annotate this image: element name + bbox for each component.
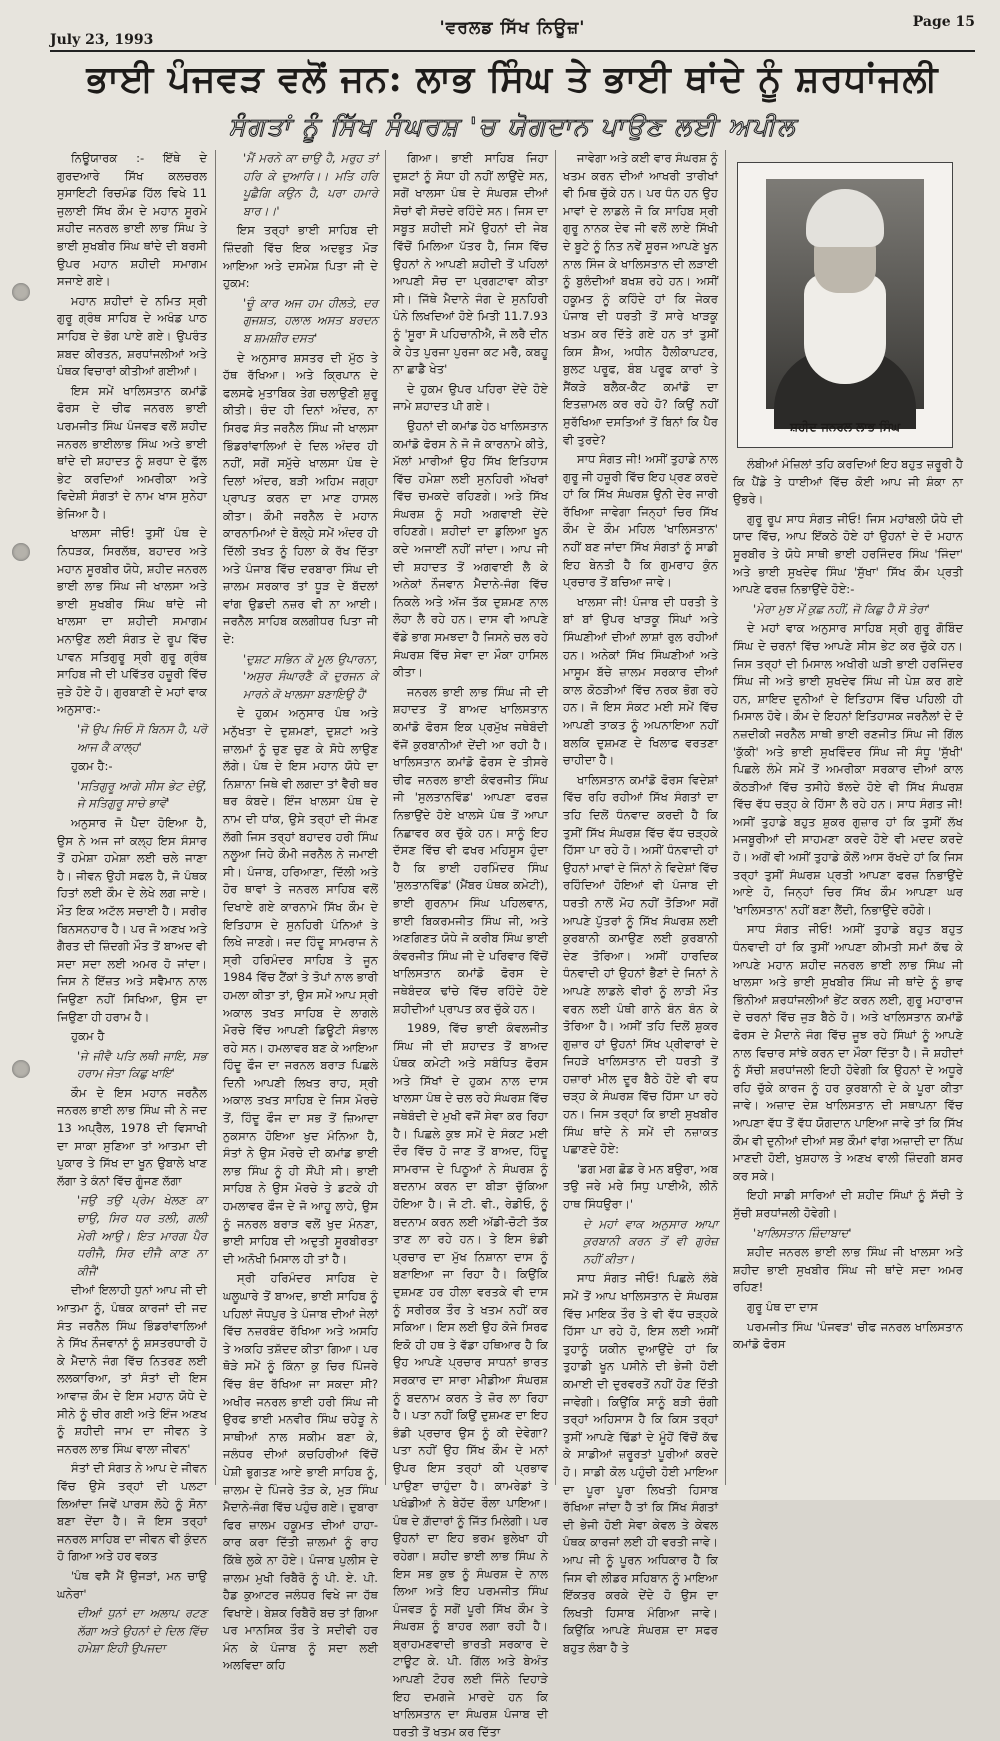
issue-date: July 23, 1993: [50, 32, 154, 48]
paragraph: ਉਹਨਾਂ ਦੀ ਕਮਾਂਡ ਹੇਠ ਖਾਲਿਸਤਾਨ ਕਮਾਂਡੋ ਫੋਰਸ ਨੇ ਜੋ ਜੋ ਕਾਰਨਾਮੇ ਕੀਤੇ, ਮੱਲਾਂ ਮਾਰੀਆਂ ਉਹ ਸਿੱਖ ਇਤਿਹਾਸ ਵਿੱਚ ਹਮੇਸ਼ਾ ਲਈ ਸੁਨਹਿਰੀ ਅੱਖਰਾਂ ਵਿੱਚ ਚਮਕਦੇ ਰਹਿਣਗੇ। ਅਤੇ ਸਿੱਖ ਸੰਘਰਸ਼ ਨੂੰ ਸਹੀ ਅਗਵਾਈ ਦੇਂਦੇ ਰਹਿਣਗੇ। ਸ਼ਹੀਦਾਂ ਦਾ ਡੁਲਿਆ ਖੂਨ ਕਦੇ ਅਜਾਈਂ ਨਹੀਂ ਜਾਂਦਾ। ਆਪ ਜੀ ਦੀ ਸ਼ਹਾਦਤ ਤੋਂ ਅਗਵਾਈ ਲੈ ਕੇ ਅਨੇਕਾਂ ਨੌਜਵਾਨ ਮੈਦਾਨੇ-ਜੰਗ ਵਿੱਚ ਨਿਕਲੇ ਅਤੇ ਅੱਜ ਤੱਕ ਦੁਸ਼ਮਣ ਨਾਲ ਲੋਹਾ ਲੈ ਰਹੇ ਹਨ। ਦਾਸ ਵੀ ਆਪਣੇ ਵੱਡੇ ਭਾਗ ਸਮਝਦਾ ਹੈ ਜਿਸਨੇ ਚਲ ਰਹੇ ਸੰਘਰਸ਼ ਵਿੱਚ ਸੇਵਾ ਦਾ ਮੌਕਾ ਹਾਸਿਲ ਕੀਤਾ।: [393, 418, 548, 680]
paragraph: ਲੰਬੀਆਂ ਮੰਜ਼ਿਲਾਂ ਤਹਿ ਕਰਦਿਆਂ ਇਹ ਬਹੁਤ ਜ਼ਰੂਰੀ ਹੈ ਕਿ ਪੈਂਡੇ ਤੇ ਧਾਈਆਂ ਵਿੱਚ ਕੋਈ ਆਪ ਜੀ ਸ਼ੰਕਾ ਨਾ ਉਭਰੇ।: [733, 457, 963, 507]
paragraph: ਹੁਕਮ ਹੈ:-: [71, 759, 113, 774]
portrait-photo: [766, 179, 924, 409]
paragraph: ਗੁਰੂ ਪੰਥ ਦਾ ਦਾਸ: [747, 1299, 818, 1314]
paragraph: 'ਮੈਂ ਮਰਨੇ ਕਾ ਚਾਉ ਹੈ, ਮਰੁਹ ਤਾਂ ਹਰਿ ਕੇ ਦੁਆਰਿ।। ਮਤਿ ਹਰਿ ਪੂਛੈਗਿ ਕਉਨ ਹੈ, ਪਰਾ ਹਮਾਰੇ ਬਾਰ।।': [243, 151, 378, 218]
paragraph: ਸ਼ਹੀਦ ਜਨਰਲ ਭਾਈ ਲਾਭ ਸਿੰਘ ਜੀ ਖਾਲਸਾ ਅਤੇ ਸ਼ਹੀਦ ਭਾਈ ਸੁਖਬੀਰ ਸਿੰਘ ਜੀ ਥਾਂਦੇ ਸਦਾ ਅਮਰ ਰਹਿਣ!: [733, 1245, 963, 1295]
paragraph: ਦੇ ਮਹਾਂ ਵਾਕ ਅਨੁਸਾਰ ਆਪਾ ਕੁਰਬਾਨੀ ਕਰਨ ਤੋਂ ਵੀ ਗੁਰੇਜ਼ ਨਹੀਂ ਕੀਤਾ।: [583, 1216, 718, 1266]
paragraph: ਸਾਧ ਸੰਗਤ ਜੀ! ਅਸੀਂ ਤੁਹਾਡੇ ਨਾਲ ਗੁਰੂ ਜੀ ਹਜ਼ੂਰੀ ਵਿੱਚ ਇਹ ਪ੍ਰਣ ਕਰਦੇ ਹਾਂ ਕਿ ਸਿੱਖ ਸੰਘਰਸ਼ ਉਨੀ ਦੇਰ ਜਾਰੀ ਰੱਖਿਆ ਜਾਵੇਗਾ ਜਿਨ੍ਹਾਂ ਚਿਰ ਸਿੱਖ ਕੌਮ ਦੇ ਕੌਮ ਮਹਿਲ 'ਖਾਲਿਸਤਾਨ' ਨਹੀਂ ਬਣ ਜਾਂਦਾ ਸਿੱਖ ਸੰਗਤਾਂ ਨੂੰ ਸਾਡੀ ਇਹ ਬੇਨਤੀ ਹੈ ਕਿ ਗੁਮਰਾਹ ਕੁੰਨ ਪ੍ਰਚਾਰ ਤੋਂ ਬਚਿਆ ਜਾਵੇ।: [563, 452, 718, 590]
paragraph: ਇਹੀ ਸਾਡੀ ਸਾਰਿਆਂ ਦੀ ਸ਼ਹੀਦ ਸਿੰਘਾਂ ਨੂੰ ਸੱਚੀ ਤੇ ਸੁੱਚੀ ਸ਼ਰਧਾਂਜਲੀ ਹੋਵੇਗੀ।: [733, 1188, 963, 1220]
paragraph: 'ਚੂੰ ਕਾਰ ਅਜ ਹਮ ਹੀਲਤੇ, ਦਰ ਗੁਜਸ਼ਤ, ਹਲਾਲ ਅਸਤ ਬਰਦਨ ਬ ਸ਼ਮਸ਼ੀਰ ਦਸਤ': [243, 295, 378, 345]
paragraph: 'ਪੰਥ ਵਸੈ ਮੈਂ ਉਜੜਾਂ, ਮਨ ਚਾਉ ਘਨੇਰਾ': [57, 1568, 207, 1601]
punch-hole: [12, 283, 30, 301]
paragraph: ਜਾਵੇਗਾ ਅਤੇ ਕਈ ਵਾਰ ਸੰਘਰਸ਼ ਨੂੰ ਖਤਮ ਕਰਨ ਦੀਆਂ ਆਖਰੀ ਤਾਰੀਖਾਂ ਵੀ ਮਿਥ ਚੁੱਕੇ ਹਨ। ਪਰ ਧੰਨ ਹਨ ਉਹ ਮਾਵਾਂ ਦੇ ਲਾਡਲੇ ਜੋ ਕਿ ਸਾਹਿਬ ਸ੍ਰੀ ਗੁਰੂ ਨਾਨਕ ਦੇਵ ਜੀ ਵਲੋਂ ਲਾਏ ਸਿੱਖੀ ਦੇ ਬੂਟੇ ਨੂੰ ਨਿਤ ਨਵੇਂ ਸੂਰਜ ਆਪਣੇ ਖੂਨ ਨਾਲ ਸਿੰਜ ਕੇ ਖਾਲਿਸਤਾਨ ਦੀ ਲੜਾਈ ਨੂੰ ਬੁਲੰਦੀਆਂ ਬਖਸ਼ ਰਹੇ ਹਨ। ਅਸੀਂ ਹਕੂਮਤ ਨੂੰ ਕਹਿੰਦੇ ਹਾਂ ਕਿ ਜੇਕਰ ਪੰਜਾਬ ਦੀ ਧਰਤੀ ਤੋਂ ਸਾਰੇ ਖਾੜਕੂ ਖਤਮ ਕਰ ਦਿੱਤੇ ਗਏ ਹਨ ਤਾਂ ਤੁਸੀਂ ਕਿਸ ਸ਼ੈਅ, ਅਧੀਨ ਹੈਲੀਕਾਪਟਰ, ਬੁਲਟ ਪਰੂਫ, ਬੰਬ ਪਰੂਫ ਕਾਰਾਂ ਤੇ ਸੈਂਕੜੇ ਬਲੈਕ-ਕੈਟ ਕਮਾਂਡੋ ਦਾ ਇਤਜ਼ਾਮਲ ਕਰ ਰਹੇ ਹੋ? ਕਿਉਂ ਨਹੀਂ ਸੁਰੱਖਿਆ ਦਸਤਿਆਂ ਤੋਂ ਬਿਨਾਂ ਕਿ ਪੈਰ ਵੀ ਤੁਰਦੇ?: [563, 151, 718, 447]
paragraph: 'ਦੁਸ਼ਟ ਸਭਿਨ ਕੋ ਮੂਲ ਉਪਾਰਨਾ, 'ਅਸੁਰ ਸੰਘਾਰਣੈ ਕੋ ਦੁਰਜਨ ਕੇ ਮਾਰਨੇ ਕੋ ਖਾਲਸਾ ਬਣਾਇਉ ਹੈ': [243, 651, 378, 701]
paragraph: 'ਜੇ ਜੀਵੈ ਪਤਿ ਲਥੀ ਜਾਇ, ਸਭ ਹਰਾਮ ਜੇਤਾ ਕਿਛੁ ਖਾਇ': [77, 1048, 207, 1081]
paragraph: ਦੇ ਹੁਕਮ ਉਪਰ ਪਹਿਰਾ ਦੇਂਦੇ ਹੋਏ ਜਾਮੇ ਸ਼ਹਾਦਤ ਪੀ ਗਏ।: [393, 381, 548, 414]
paragraph: ਖਾਲਸਾ ਜੀ! ਪੰਜਾਬ ਦੀ ਧਰਤੀ ਤੇ ਬਾਂ ਬਾਂ ਉਪਰ ਖਾੜਕੂ ਸਿੰਘਾਂ ਅਤੇ ਸਿੰਘਣੀਆਂ ਦੀਆਂ ਲਾਸ਼ਾਂ ਰੁਲ ਰਹੀਆਂ ਹਨ। ਅਨੇਕਾਂ ਸਿੱਖ ਸਿੰਘਣੀਆਂ ਅਤੇ ਮਾਸੂਮ ਬੱਚੇ ਜ਼ਾਲਮ ਸਰਕਾਰ ਦੀਆਂ ਕਾਲ ਕੋਠੜੀਆਂ ਵਿੱਚ ਨਰਕ ਭੋਗ ਰਹੇ ਹਨ। ਜੋ ਇਸ ਸੰਕਟ ਮਈ ਸਮੇਂ ਵਿੱਚ ਆਪਣੀ ਤਾਕਤ ਨੂੰ ਅਪਨਾਇਆ ਨਹੀਂ ਬਲਕਿ ਦੁਸ਼ਮਣ ਦੇ ਖਿਲਾਫ ਵਰਤਣਾ ਚਾਹੀਦਾ ਹੈ।: [563, 594, 718, 768]
paragraph: ਖਾਲਸਾ ਜੀਓ! ਤੁਸੀਂ ਪੰਥ ਦੇ ਨਿਧੜਕ, ਸਿਰਲੱਥ, ਬਹਾਦਰ ਅਤੇ ਮਹਾਨ ਸੂਰਬੀਰ ਯੋਧੇ, ਸ਼ਹੀਦ ਜਨਰਲ ਭਾਈ ਲਾਭ ਸਿੰਘ ਜੀ ਖਾਲਸਾ ਅਤੇ ਭਾਈ ਸੁਖਬੀਰ ਸਿੰਘ ਥਾਂਦੇ ਜੀ ਖਾਲਸਾ ਦਾ ਸ਼ਹੀਦੀ ਸਮਾਗਮ ਮਨਾਉਣ ਲਈ ਸੰਗਤ ਦੇ ਰੂਪ ਵਿੱਚ ਪਾਵਨ ਸਤਿਗੁਰੂ ਸ੍ਰੀ ਗੁਰੂ ਗ੍ਰੰਥ ਸਾਹਿਬ ਜੀ ਦੀ ਪਵਿੱਤਰ ਹਜ਼ੂਰੀ ਵਿੱਚ ਜੁੜੇ ਹੋਏ ਹੋ। ਗੁਰਬਾਣੀ ਦੇ ਮਹਾਂ ਵਾਕ ਅਨੁਸਾਰ:-: [57, 526, 207, 717]
paragraph: ਨਿਊਯਾਰਕ :- ਇੱਥੇ ਦੇ ਗੁਰਦਆਰੇ ਸਿੱਖ ਕਲਚਰਲ ਸੁਸਾਇਟੀ ਰਿਚਮੰਡ ਹਿੱਲ ਵਿਖੇ 11 ਜੁਲਾਈ ਸਿੱਖ ਕੌਮ ਦੇ ਮਹਾਨ ਸੂਰਮੇ ਸ਼ਹੀਦ ਜਨਰਲ ਭਾਈ ਲਾਭ ਸਿੰਘ ਤੇ ਭਾਈ ਸੁਖਬੀਰ ਸਿੰਘ ਥਾਂਦੇ ਦੀ ਬਰਸੀ ਉਪਰ ਮਹਾਨ ਸ਼ਹੀਦੀ ਸਮਾਗਮ ਸਜਾਏ ਗਏ।: [57, 151, 207, 289]
paragraph: ਜਨਰਲ ਭਾਈ ਲਾਭ ਸਿੰਘ ਜੀ ਦੀ ਸ਼ਹਾਦਤ ਤੋਂ ਬਾਅਦ ਖਾਲਿਸਤਾਨ ਕਮਾਂਡੋ ਫੋਰਸ ਇਕ ਪ੍ਰਮੁੱਖ ਜਥੇਬੰਦੀ ਵੱਜੋਂ ਕੁਰਬਾਨੀਆਂ ਦੇਂਦੀ ਆ ਰਹੀ ਹੈ। ਖਾਲਿਸਤਾਨ ਕਮਾਂਡੋ ਫੋਰਸ ਦੇ ਤੀਸਰੇ ਚੀਫ ਜਨਰਲ ਭਾਈ ਕੰਵਰਜੀਤ ਸਿੰਘ ਜੀ 'ਸੁਲਤਾਨਵਿੰਡ' ਆਪਣਾ ਫਰਜ਼ ਨਿਭਾਉਂਦੇ ਹੋਏ ਖਾਲਸੇ ਪੰਥ ਤੋਂ ਆਪਾ ਨਿਛਾਵਰ ਕਰ ਚੁੱਕੇ ਹਨ। ਸਾਨੂੰ ਇਹ ਦੱਸਣ ਵਿੱਚ ਵੀ ਫਖਰ ਮਹਿਸੂਸ ਹੁੰਦਾ ਹੈ ਕਿ ਭਾਈ ਹਰਮਿੰਦਰ ਸਿੰਘ 'ਸੁਲਤਾਨਵਿੰਡ' (ਮੈਂਬਰ ਪੰਥਕ ਕਮੇਟੀ), ਭਾਈ ਗੁਰਨਾਮ ਸਿੰਘ ਪਹਿਲਵਾਨ, ਭਾਈ ਬਿਕਰਮਜੀਤ ਸਿੰਘ ਜੀ, ਅਤੇ ਅਣਗਿਣਤ ਯੋਧੇ ਜੋ ਕਰੀਬ ਸਿੰਘ ਭਾਈ ਕੰਵਰਜੀਤ ਸਿੰਘ ਜੀ ਦੇ ਪਰਿਵਾਰ ਵਿੱਚੋਂ ਖਾਲਿਸਤਾਨ ਕਮਾਂਡੋ ਫੋਰਸ ਦੇ ਜਥੇਬੰਦਕ ਢਾਂਚੇ ਵਿੱਚ ਰਹਿੰਦੇ ਹੋਏ ਸ਼ਹੀਦੀਆਂ ਪ੍ਰਾਪਤ ਕਰ ਚੁੱਕੇ ਹਨ।: [393, 684, 548, 1016]
paragraph: ਪਰਮਜੀਤ ਸਿੰਘ 'ਪੰਜਵੜ' ਚੀਫ ਜਨਰਲ ਖਾਲਿਸਤਾਨ ਕਮਾਂਡੋ ਫੋਰਸ: [733, 1319, 963, 1352]
paragraph: ਸ੍ਰੀ ਹਰਿਮੰਦਰ ਸਾਹਿਬ ਦੇ ਘਲੂਘਾਰੇ ਤੋਂ ਬਾਅਦ, ਭਾਈ ਸਾਹਿਬ ਨੂੰ ਪਹਿਲਾਂ ਜੋਧਪੁਰ ਤੇ ਪੰਜਾਬ ਦੀਆਂ ਜੇਲਾਂ ਵਿੱਚ ਨਜ਼ਰਬੰਦ ਰੱਖਿਆ ਅਤੇ ਅਸਹਿ ਤੇ ਅਕਹਿ ਤਸ਼ੱਦਦ ਕੀਤਾ ਗਿਆ। ਪਰ ਥੋੜੇ ਸਮੇਂ ਨੂੰ ਕਿੰਨਾ ਕੁ ਚਿਰ ਪਿੰਜਰੇ ਵਿੱਚ ਬੰਦ ਰੱਖਿਆ ਜਾ ਸਕਦਾ ਸੀ? ਅਖੀਰ ਜਨਰਲ ਭਾਈ ਹਰੀ ਸਿੰਘ ਜੀ ਉਰਫ ਭਾਈ ਮਨਵੀਰ ਸਿੰਘ ਚਹੇੜੂ ਨੇ ਸਾਥੀਆਂ ਨਾਲ ਸਕੀਮ ਬਣਾ ਕੇ, ਜਲੰਧਰ ਦੀਆਂ ਕਚਹਿਰੀਆਂ ਵਿੱਚੋਂ ਪੇਸ਼ੀ ਭੁਗਤਣ ਆਏ ਭਾਈ ਸਾਹਿਬ ਨੂੰ, ਜ਼ਾਲਮ ਦੇ ਪਿੰਜਰੇ ਤੋੜ ਕੇ, ਮੁੜ ਸਿੰਘ ਮੈਦਾਨੇ-ਜੰਗ ਵਿੱਚ ਪਹੁੰਚ ਗਏ। ਦੁਬਾਰਾ ਫਿਰ ਜ਼ਾਲਮ ਹਕੂਮਤ ਦੀਆਂ ਹਾਹਾ-ਕਾਰ ਕਰਾ ਦਿੱਤੀ ਜ਼ਾਲਮਾਂ ਨੂੰ ਰਾਹ ਕਿੱਥੇ ਲੁਕੇ ਨਾ ਹੋਏ। ਪੰਜਾਬ ਪੁਲੀਸ ਦੇ ਜ਼ਾਲਮ ਮੁਖੀ ਰਿਬੈਰੋ ਨੂੰ ਪੀ. ਏ. ਪੀ. ਹੈਡ ਕੁਆਟਰ ਜਲੰਧਰ ਵਿਖੇ ਜਾ ਹੱਥ ਵਿਖਾਏ। ਬੇਸ਼ਕ ਰਿਬੈਰੋ ਬਚ ਤਾਂ ਗਿਆ ਪਰ ਮਾਨਸਿਕ ਤੌਰ ਤੇ ਸਦੀਵੀ ਹਰ ਮੰਨ ਕੇ ਪੰਜਾਬ ਨੂੰ ਸਦਾ ਲਈ ਅਲਵਿਦਾ ਕਹਿ: [223, 1271, 378, 1673]
paragraph: ਗੁਰੂ ਰੂਪ ਸਾਧ ਸੰਗਤ ਜੀਓ! ਜਿਸ ਮਹਾਂਬਲੀ ਯੋਧੇ ਦੀ ਯਾਦ ਵਿੱਚ, ਆਪ ਇੱਕਠੇ ਹੋਏ ਹਾਂ ਉਹਨਾਂ ਦੇ ਦੋ ਮਹਾਨ ਸੂਰਬੀਰ ਤੇ ਯੋਧੇ ਸਾਥੀ ਭਾਈ ਹਰਜਿੰਦਰ ਸਿੰਘ 'ਜਿੰਦਾ' ਅਤੇ ਭਾਈ ਸੁਖਦੇਵ ਸਿੰਘ 'ਸੁੱਖਾ' ਸਿੱਖ ਕੌਮ ਪ੍ਰਤੀ ਆਪਣੇ ਫਰਜ਼ ਨਿਭਾਉਂਦੇ ਹੋਏ:-: [733, 511, 963, 597]
paragraph: ਦੇ ਮਹਾਂ ਵਾਕ ਅਨੁਸਾਰ ਸਾਹਿਬ ਸ੍ਰੀ ਗੁਰੂ ਗੋਬਿੰਦ ਸਿੰਘ ਦੇ ਚਰਨਾਂ ਵਿੱਚ ਆਪਣੇ ਸੀਸ ਭੇਟ ਕਰ ਚੁੱਕੇ ਹਨ। ਜਿਸ ਤਰ੍ਹਾਂ ਦੀ ਮਿਸਾਲ ਅਖੀਰੀ ਘੜੀ ਭਾਈ ਹਰਜਿੰਦਰ ਸਿੰਘ ਜੀ ਅਤੇ ਭਾਈ ਸੁਖਦੇਵ ਸਿੰਘ ਜੀ ਪੇਸ਼ ਕਰ ਗਏ ਹਨ, ਸ਼ਾਇਦ ਦੁਨੀਆਂ ਦੇ ਇਤਿਹਾਸ ਵਿੱਚ ਪਹਿਲੀ ਹੀ ਮਿਸਾਲ ਹੋਵੇ। ਕੌਮ ਦੇ ਇਹਨਾਂ ਇਤਿਹਾਸਕ ਜਰਨੈਲਾਂ ਦੇ ਦੋ ਨਜ਼ਦੀਕੀ ਜਰਨੈਲ ਸਾਥੀ ਭਾਈ ਰਣਜੀਤ ਸਿੰਘ ਜੀ ਗਿੱਲ 'ਕੁੱਕੀ' ਅਤੇ ਭਾਈ ਸੁਖਵਿੰਦਰ ਸਿੰਘ ਜੀ ਸੰਧੂ 'ਸੁੱਖੀ' ਪਿਛਲੇ ਲੰਮੇ ਸਮੇਂ ਤੋਂ ਅਮਰੀਕਾ ਸਰਕਾਰ ਦੀਆਂ ਕਾਲ ਕੋਠੜੀਆਂ ਵਿੱਚ ਤਸੀਹੇ ਝੱਲਦੇ ਹੋਏ ਵੀ ਸਿੱਖ ਸੰਘਰਸ਼ ਵਿੱਚ ਵੱਧ ਚੜ੍ਹ ਕੇ ਹਿੱਸਾ ਲੈ ਰਹੇ ਹਨ। ਸਾਧ ਸੰਗਤ ਜੀ! ਅਸੀਂ ਤੁਹਾਡੇ ਬਹੁਤ ਸ਼ੁਕਰ ਗੁਜ਼ਾਰ ਹਾਂ ਕਿ ਤੁਸੀਂ ਲੱਖ ਮਜਬੂਰੀਆਂ ਦੀ ਸਾਹਮਣਾ ਕਰਦੇ ਹੋਏ ਵੀ ਮਦਦ ਕਰਦੇ ਹੋ। ਅਗੋਂ ਵੀ ਅਸੀਂ ਤੁਹਾਡੇ ਕੋਲੋਂ ਆਸ ਰੱਖਦੇ ਹਾਂ ਕਿ ਜਿਸ ਤਰ੍ਹਾਂ ਤੁਸੀਂ ਸੰਘਰਸ਼ ਪ੍ਰਤੀ ਆਪਣਾ ਫਰਜ਼ ਨਿਭਾਉਂਦੇ ਆਏ ਹੋ, ਜਿਨ੍ਹਾਂ ਚਿਰ ਸਿੱਖ ਕੌਮ ਆਪਣਾ ਘਰ 'ਖਾਲਿਸਤਾਨ' ਨਹੀਂ ਬਣਾ ਲੈਂਦੀ, ਨਿਭਾਉਂਦੇ ਰਹੋਗੇ।: [733, 621, 963, 917]
headline: ਭਾਈ ਪੰਜਵੜ ਵਲੋਂ ਜਨ: ਲਾਭ ਸਿੰਘ ਤੇ ਭਾਈ ਥਾਂਦੇ ਨੂੰ ਸ਼ਰਧਾਂਜਲੀ: [86, 58, 939, 100]
page-number: Page 15: [912, 14, 975, 30]
paragraph: ਮਹਾਨ ਸ਼ਹੀਦਾਂ ਦੇ ਨਮਿਤ ਸ੍ਰੀ ਗੁਰੂ ਗ੍ਰੰਥ ਸਾਹਿਬ ਦੇ ਅਖੰਡ ਪਾਠ ਸਾਹਿਬ ਦੇ ਭੋਗ ਪਾਏ ਗਏ। ਉਪਰੰਤ ਸ਼ਬਦ ਕੀਰਤਨ, ਸ਼ਰਧਾਂਜਲੀਆਂ ਅਤੇ ਪੰਥਕ ਵਿਚਾਰਾਂ ਕੀਤੀਆਂ ਗਈਆਂ।: [57, 293, 207, 379]
punch-hole: [12, 543, 30, 561]
paragraph: 'ਖਾਲਿਸਤਾਨ ਜ਼ਿੰਦਾਬਾਦ': [753, 1225, 852, 1240]
column-rule: [555, 150, 556, 1485]
column-3: [393, 150, 548, 1739]
paragraph: ਇਸ ਤਰ੍ਹਾਂ ਭਾਈ ਸਾਹਿਬ ਦੀ ਜ਼ਿੰਦਗੀ ਵਿੱਚ ਇਕ ਅਦਭੁਤ ਮੋੜ ਆਇਆ ਅਤੇ ਦਸਮੇਸ਼ ਪਿਤਾ ਜੀ ਦੇ ਹੁਕਮ:: [223, 223, 378, 291]
paragraph: ਕੌਮ ਦੇ ਇਸ ਮਹਾਨ ਜਰਨੈਲ ਜਨਰਲ ਭਾਈ ਲਾਭ ਸਿੰਘ ਜੀ ਨੇ ਜਦ 13 ਅਪ੍ਰੈਲ, 1978 ਦੀ ਵਿਸਾਖੀ ਦਾ ਸਾਕਾ ਸੁਣਿਆ ਤਾਂ ਆਤਮਾ ਦੀ ਪੁਕਾਰ ਤੇ ਸਿੱਖ ਦਾ ਖੂਨ ਉਬਾਲੇ ਖਾਣ ਲੱਗਾ ਤੇ ਕੰਨਾਂ ਵਿੱਚ ਗੂੰਜਣ ਲੱਗਾ: [57, 1085, 207, 1188]
portrait-photo-box: [737, 162, 953, 448]
paragraph: 'ਜਉ ਤਉ ਪ੍ਰੇਮ ਖੇਲਣ ਕਾ ਚਾਉ, ਸਿਰ ਧਰ ਤਲੀ, ਗਲੀ ਮੇਰੀ ਆਉ। ਇਤ ਮਾਰਗ ਪੈਰ ਧਰੀਜੈ, ਸਿਰ ਦੀਜੈ ਕਾਣ ਨਾ ਕੀਜੈ': [77, 1193, 207, 1278]
masthead: [50, 14, 975, 52]
paragraph: 'ਮੇਰਾ ਮੁਝ ਮੇਂ ਕੁਛ ਨਹੀਂ, ਜੋ ਕਿਛੁ ਹੈ ਸੋ ਤੇਰਾ': [753, 601, 930, 616]
paragraph: 'ਸਤਿਗੁਰੂ ਆਗੇ ਸੀਸ ਭੇਟ ਦੇਉਂ, ਜੇ ਸਤਿਗੁਰੂ ਸਾਚੇ ਭਾਵੇਂ': [77, 778, 207, 811]
paragraph: ਸਾਧ ਸੰਗਤ ਜੀਓ! ਅਸੀਂ ਤੁਹਾਡੇ ਬਹੁਤ ਬਹੁਤ ਧੰਨਵਾਦੀ ਹਾਂ ਕਿ ਤੁਸੀਂ ਆਪਣਾ ਕੀਮਤੀ ਸਮਾਂ ਕੱਢ ਕੇ ਆਪਣੇ ਮਹਾਨ ਸ਼ਹੀਦ ਜਨਰਲ ਭਾਈ ਲਾਭ ਸਿੰਘ ਜੀ ਖਾਲਸਾ ਅਤੇ ਭਾਈ ਸੁਖਬੀਰ ਸਿੰਘ ਜੀ ਥਾਂਦੇ ਨੂੰ ਭਾਵ ਭਿੰਨੀਆਂ ਸ਼ਰਧਾਂਜਲੀਆਂ ਭੇਂਟ ਕਰਨ ਲਈ, ਗੁਰੂ ਮਹਾਰਾਜ ਦੇ ਚਰਨਾਂ ਵਿੱਚ ਜੁੜ ਬੈਠੇ ਹੋ। ਅਤੇ ਖਾਲਿਸਤਾਨ ਕਮਾਂਡੋ ਫੋਰਸ ਦੇ ਮੈਦਾਨੇ ਜੰਗ ਵਿੱਚ ਜੂਝ ਰਹੇ ਸਿੰਘਾਂ ਨੂੰ ਆਪਣੇ ਨਾਲ ਵਿਚਾਰ ਸਾਂਝੇ ਕਰਨ ਦਾ ਮੌਕਾ ਦਿੱਤਾ ਹੈ। ਜੋ ਸ਼ਹੀਦਾਂ ਨੂੰ ਸੱਚੀ ਸ਼ਰਧਾਂਜਲੀ ਇਹੀ ਹੋਵੇਗੀ ਕਿ ਉਹਨਾਂ ਦੇ ਅਧੂਰੇ ਰਹਿ ਚੁੱਕੇ ਕਾਰਜ ਨੂੰ ਹਰ ਕੁਰਬਾਨੀ ਦੇ ਕੇ ਪੂਰਾ ਕੀਤਾ ਜਾਵੇ। ਅਜ਼ਾਦ ਦੇਸ਼ ਖਾਲਿਸਤਾਨ ਦੀ ਸਥਾਪਨਾ ਵਿੱਚ ਆਪਣਾ ਵੱਧ ਤੋਂ ਵੱਧ ਯੋਗਦਾਨ ਪਾਇਆ ਜਾਵੇ ਤਾਂ ਕਿ ਸਿੱਖ ਕੌਮ ਵੀ ਦੁਨੀਆਂ ਦੀਆਂ ਸਭ ਕੌਮਾਂ ਵਾਂਗ ਅਜ਼ਾਦੀ ਦਾ ਨਿੱਘ ਮਾਣਦੀ ਹੋਈ, ਖੁਸ਼ਹਾਲ ਤੇ ਅਣਖ ਵਾਲੀ ਜ਼ਿੰਦਗੀ ਬਸਰ ਕਰ ਸਕੇ।: [733, 922, 963, 1183]
paragraph: ਦੇ ਹੁਕਮ ਅਨੁਸਾਰ ਪੰਥ ਅਤੇ ਮਨੁੱਖਤਾ ਦੇ ਦੁਸ਼ਮਣਾਂ, ਦੁਸ਼ਟਾਂ ਅਤੇ ਜ਼ਾਲਮਾਂ ਨੂੰ ਚੁਣ ਚੁਣ ਕੇ ਸੋਧੇ ਲਾਉਣ ਲੱਗੇ। ਪੰਥ ਦੇ ਇਸ ਮਹਾਨ ਯੋਧੇ ਦਾ ਨਿਸ਼ਾਨਾ ਜਿਥੇ ਵੀ ਲਗਦਾ ਤਾਂ ਵੈਰੀ ਥਰ ਥਰ ਕੰਬਦੇ। ਇੰਜ ਖਾਲਸਾ ਪੰਥ ਦੇ ਨਾਮ ਦੀ ਧਾਂਕ, ਉਸੇ ਤਰ੍ਹਾਂ ਦੀ ਜੰਮਣ ਲੱਗੀ ਜਿਸ ਤਰ੍ਹਾਂ ਬਹਾਦਰ ਹਰੀ ਸਿੰਘ ਨਲੂਆ ਜਿਹੇ ਕੌਮੀ ਜਰਨੈਲ ਨੇ ਜਮਾਈ ਸੀ। ਪੰਜਾਬ, ਹਰਿਆਣਾ, ਦਿੱਲੀ ਅਤੇ ਹੋਰ ਥਾਵਾਂ ਤੇ ਜਨਰਲ ਸਾਹਿਬ ਵਲੋਂ ਦਿਖਾਏ ਗਏ ਕਾਰਨਾਮੇ ਸਿੱਖ ਕੌਮ ਦੇ ਇਤਿਹਾਸ ਦੇ ਸੁਨਹਿਰੀ ਪੰਨਿਆਂ ਤੇ ਲਿਖੇ ਜਾਣਗੇ। ਜਦ ਹਿੰਦੂ ਸਾਮਰਾਜ ਨੇ ਸ੍ਰੀ ਹਰਿਮੰਦਰ ਸਾਹਿਬ ਤੇ ਜੂਨ 1984 ਵਿੱਚ ਟੈਂਕਾਂ ਤੇ ਤੋਪਾਂ ਨਾਲ ਭਾਰੀ ਹਮਲਾ ਕੀਤਾ ਤਾਂ, ਉਸ ਸਮੇਂ ਆਪ ਸ੍ਰੀ ਅਕਾਲ ਤਖਤ ਸਾਹਿਬ ਦੇ ਲਾਗਲੇ ਮੋਰਚੇ ਵਿੱਚ ਆਪਣੀ ਡਿਊਟੀ ਸੰਭਾਲ ਰਹੇ ਸਨ। ਹਮਲਾਵਰ ਬਣ ਕੇ ਆਇਆ ਹਿੰਦੂ ਫੌਜ ਦਾ ਜਰਨਲ ਬਰਾੜ ਪਿਛਲੇ ਦਿਨੀ ਆਪਣੀ ਲਿਖਤ ਰਾਹ, ਸ੍ਰੀ ਅਕਾਲ ਤਖਤ ਸਾਹਿਬ ਦੇ ਜਿਸ ਮੋਰਚੇ ਤੋਂ, ਹਿੰਦੂ ਫੌਜ ਦਾ ਸਭ ਤੋਂ ਜ਼ਿਆਦਾ ਨੁਕਸਾਨ ਹੋਇਆ ਖੁਦ ਮੰਨਿਆ ਹੈ, ਸੰਤਾਂ ਨੇ ਉਸ ਮੋਰਚੇ ਦੀ ਕਮਾਂਡ ਭਾਈ ਲਾਭ ਸਿੰਘ ਨੂੰ ਹੀ ਸੌਂਪੀ ਸੀ। ਭਾਈ ਸਾਹਿਬ ਨੇ ਉਸ ਮੋਰਚੇ ਤੇ ਡਟਕੇ ਹੀ ਹਮਲਾਵਰ ਫੌਜ ਦੇ ਜੋ ਆਹੂ ਲਾਹੇ, ਉਸ ਨੂੰ ਜਨਰਲ ਬਰਾੜ ਵਲੋਂ ਖੁਦ ਮੰਨਣਾ, ਭਾਈ ਸਾਹਿਬ ਦੀ ਅਦੁਤੀ ਸੂਰਬੀਰਤਾ ਦੀ ਅਨੋਖੀ ਮਿਸਾਲ ਹੀ ਤਾਂ ਹੈ।: [223, 706, 378, 1266]
paragraph: ਹੁਕਮ ਹੈ: [71, 1029, 105, 1044]
paragraph: ਸਾਧ ਸੰਗਤ ਜੀਓ! ਪਿਛਲੇ ਲੰਬੇ ਸਮੇਂ ਤੋਂ ਆਪ ਖਾਲਿਸਤਾਨ ਦੇ ਸੰਘਰਸ਼ ਵਿੱਚ ਮਾਇਕ ਤੌਰ ਤੇ ਵੀ ਵੱਧ ਚੜ੍ਹਕੇ ਹਿੱਸਾ ਪਾ ਰਹੇ ਹੋ, ਇਸ ਲਈ ਅਸੀਂ ਤੁਹਾਨੂੰ ਯਕੀਨ ਦੁਆਉਂਦੇ ਹਾਂ ਕਿ ਤੁਹਾਡੀ ਖੂਨ ਪਸੀਨੇ ਦੀ ਭੇਜੀ ਹੋਈ ਕਮਾਈ ਦੀ ਦੁਰਵਰਤੋਂ ਨਹੀਂ ਹੋਣ ਦਿੱਤੀ ਜਾਵੇਗੀ। ਕਿਉਂਕਿ ਸਾਨੂੰ ਬੜੀ ਚੰਗੀ ਤਰ੍ਹਾਂ ਅਹਿਸਾਸ ਹੈ ਕਿ ਕਿਸ ਤਰ੍ਹਾਂ ਤੁਸੀਂ ਆਪਣੇ ਢਿੱਡਾਂ ਦੇ ਮੂੰਹੋਂ ਵਿੱਚੋਂ ਕੱਢ ਕੇ ਸਾਡੀਆਂ ਜ਼ਰੂਰਤਾਂ ਪੂਰੀਆਂ ਕਰਦੇ ਹੋ। ਸਾਡੀ ਕੋਲ ਪਹੁੰਚੀ ਹੋਈ ਮਾਇਆ ਦਾ ਪੂਰਾ ਪੂਰਾ ਲਿਖਤੀ ਹਿਸਾਬ ਰੱਖਿਆ ਜਾਂਦਾ ਹੈ ਤਾਂ ਕਿ ਸਿੱਖ ਸੰਗਤਾਂ ਦੀ ਭੇਜੀ ਹੋਈ ਸੇਵਾ ਕੇਵਲ ਤੇ ਕੇਵਲ ਪੰਥਕ ਕਾਰਜਾਂ ਲਈ ਹੀ ਵਰਤੀ ਜਾਵੇ। ਆਪ ਜੀ ਨੂੰ ਪੂਰਨ ਅਧਿਕਾਰ ਹੈ ਕਿ ਜਿਸ ਵੀ ਲੀਡਰ ਸਹਿਬਾਨ ਨੂੰ ਮਾਇਆ ਇੱਕਤਰ ਕਰਕੇ ਦੇਂਦੇ ਹੋ ਉਸ ਦਾ ਲਿਖਤੀ ਹਿਸਾਬ ਮੰਗਿਆ ਜਾਵੇ। ਕਿਉਂਕਿ ਆਪਣੇ ਸੰਘਰਸ਼ ਦਾ ਸਫਰ ਬਹੁਤ ਲੰਬਾ ਹੈ ਤੇ: [563, 1271, 718, 1655]
paragraph: ਦੇ ਅਨੁਸਾਰ ਸ਼ਸਤਰ ਦੀ ਮੁੱਠ ਤੇ ਹੱਥ ਰੱਖਿਆ। ਅਤੇ ਕ੍ਰਿਪਾਨ ਦੇ ਫਲਸਫੇ ਮੁਤਾਬਿਕ ਤੇਗ ਚਲਾਉਣੀ ਸ਼ੁਰੂ ਕੀਤੀ। ਚੰਦ ਹੀ ਦਿਨਾਂ ਅੰਦਰ, ਨਾ ਸਿਰਫ ਸੰਤ ਜਰਨੈਲ ਸਿੰਘ ਜੀ ਖਾਲਸਾ ਭਿੰਡਰਾਂਵਾਲਿਆਂ ਦੇ ਦਿਲ ਅੰਦਰ ਹੀ ਨਹੀਂ, ਸਗੋਂ ਸਮੁੱਚੇ ਖਾਲਸਾ ਪੰਥ ਦੇ ਦਿਲਾਂ ਅੰਦਰ, ਬੜੀ ਅਹਿਮ ਜਗ੍ਹਾ ਪ੍ਰਾਪਤ ਕਰਨ ਦਾ ਮਾਣ ਹਾਸਲ ਕੀਤਾ। ਕੌਮੀ ਜਰਨੈਲ ਦੇ ਮਹਾਨ ਕਾਰਨਾਮਿਆਂ ਦੇ ਬੋਲ੍ਹੇ ਸਮੇਂ ਅੰਦਰ ਹੀ ਦਿੱਲੀ ਤਖਤ ਨੂੰ ਹਿਲਾ ਕੇ ਰੱਖ ਦਿੱਤਾ ਅਤੇ ਪੰਜਾਬ ਵਿੱਚ ਦਰਬਾਰਾ ਸਿੰਘ ਦੀ ਜ਼ਾਲਮ ਸਰਕਾਰ ਤਾਂ ਧੂੜ ਦੇ ਬੱਦਲਾਂ ਵਾਂਗ ਉਡਦੀ ਨਜ਼ਰ ਵੀ ਨਾ ਆਈ। ਜਰਨੈਲ ਸਾਹਿਬ ਕਲਗੀਧਰ ਪਿਤਾ ਜੀ ਦੇ:: [223, 350, 378, 647]
paragraph: ਦੀਆਂ ਇਲਾਹੀ ਧੁਨਾਂ ਆਪ ਜੀ ਦੀ ਆਤਮਾ ਨੂੰ, ਪੰਥਕ ਕਾਰਜਾਂ ਦੀ ਜਦ ਸੰਤ ਜਰਨੈਲ ਸਿੰਘ ਭਿੰਡਰਾਂਵਾਲਿਆਂ ਨੇ ਸਿੱਖ ਨੌਜਵਾਨਾਂ ਨੂੰ ਸ਼ਸਤਰਧਾਰੀ ਹੋ ਕੇ ਮੈਦਾਨੇ ਜੰਗ ਵਿੱਚ ਨਿਤਰਣ ਲਈ ਲਲਕਾਰਿਆ, ਤਾਂ ਸੰਤਾਂ ਦੀ ਇਸ ਆਵਾਜ਼ ਕੌਮ ਦੇ ਇਸ ਮਹਾਨ ਯੋਧੇ ਦੇ ਸੀਨੇ ਨੂੰ ਚੀਰ ਗਈ ਅਤੇ ਇੰਜ ਅਣਖ ਨੂੰ ਸ਼ਹੀਦੀ ਜਾਮ ਦਾ ਜੀਵਨ ਤੇ ਜਨਰਲ ਲਾਭ ਸਿੰਘ ਵਾਲਾ ਜੀਵਨ': [57, 1283, 207, 1456]
photo-caption: ਸ਼ਹੀਦ ਜਨਰਲ ਲਾਭ ਸਿੰਘ: [789, 420, 901, 435]
paragraph: ਅਨੁਸਾਰ ਜੋ ਪੈਦਾ ਹੋਇਆ ਹੈ, ਉਸ ਨੇ ਅਜ ਜਾਂ ਕਲ੍ਹ ਇਸ ਸੰਸਾਰ ਤੋਂ ਹਮੇਸ਼ਾ ਹਮੇਸ਼ਾ ਲਈ ਚਲੇ ਜਾਣਾ ਹੈ। ਜੀਵਨ ਉਹੀ ਸਫਲ ਹੈ, ਜੋ ਪੰਥਕ ਹਿਤਾਂ ਲਈ ਕੌਮ ਦੇ ਲੇਖੇ ਲਗ ਜਾਏ। ਮੌਤ ਇਕ ਅਟੱਲ ਸਚਾਈ ਹੈ। ਸਰੀਰ ਬਿਨਸਨਹਾਰ ਹੈ। ਪਰ ਜੋ ਅਣਖ ਅਤੇ ਗੈਰਤ ਦੀ ਜ਼ਿੰਦਗੀ ਮੌਤ ਤੋਂ ਬਾਅਦ ਵੀ ਸਦਾ ਸਦਾ ਲਈ ਅਮਰ ਹੋ ਜਾਂਦਾ। ਜਿਸ ਨੇ ਇੱਜ਼ਤ ਅਤੇ ਸਵੈਮਾਨ ਨਾਲ ਜਿਉਣਾ ਨਹੀਂ ਸਿਖਿਆ, ਉਸ ਦਾ ਜਿਉਣਾ ਹੀ ਹਰਾਮ ਹੈ।: [57, 815, 207, 1024]
paragraph: 'ਡਗ ਮਗ ਛੋਡ ਰੇ ਮਨ ਬਉਰਾ, ਅਬ ਤਉ ਜਰੇ ਮਰੇ ਸਿਧੁ ਪਾਈਐ, ਲੀਨੋ ਹਾਥ ਸਿੰਧਉਰਾ।': [563, 1161, 718, 1212]
subheadline: ਸੰਗਤਾਂ ਨੂੰ ਸਿੱਖ ਸੰਘਰਸ਼ 'ਚ ਯੋਗਦਾਨ ਪਾਉਣ ਲਈ ਅਪੀਲ: [228, 112, 797, 141]
paragraph: ਦੀਆਂ ਧੁਨਾਂ ਦਾ ਅਲਾਪ ਰਟਣ ਲੱਗਾ ਅਤੇ ਉਹਨਾਂ ਦੇ ਦਿਲ ਵਿੱਚ ਹਮੇਸ਼ਾ ਇਹੀ ਉਪਜਦਾ: [77, 1606, 207, 1656]
paragraph: ਸੰਤਾਂ ਦੀ ਸੰਗਤ ਨੇ ਆਪ ਦੇ ਜੀਵਨ ਵਿੱਚ ਉਸੇ ਤਰ੍ਹਾਂ ਦੀ ਪਲਟਾ ਲਿਆਂਦਾ ਜਿਵੇਂ ਪਾਰਸ ਲੋਹੇ ਨੂੰ ਸੋਨਾ ਬਣਾ ਦੇਂਦਾ ਹੈ। ਜੋ ਇਸ ਤਰ੍ਹਾਂ ਜਨਰਲ ਸਾਹਿਬ ਦਾ ਜੀਵਨ ਵੀ ਕੁੰਦਨ ਹੋ ਗਿਆ ਅਤੇ ਹਰ ਵਕਤ: [57, 1461, 207, 1564]
column-rule: [215, 150, 216, 1485]
article-columns: [57, 150, 977, 1739]
column-4: [563, 150, 718, 1655]
paragraph: ਗਿਆ। ਭਾਈ ਸਾਹਿਬ ਜਿਹਾ ਦੁਸ਼ਟਾਂ ਨੂੰ ਸੋਧਾ ਹੀ ਨਹੀਂ ਲਾਉਂਦੇ ਸਨ, ਸਗੋਂ ਖਾਲਸਾ ਪੰਥ ਦੇ ਸੰਘਰਸ਼ ਦੀਆਂ ਸੋਚਾਂ ਵੀ ਸੋਚਦੇ ਰਹਿੰਦੇ ਸਨ। ਜਿਸ ਦਾ ਸਬੂਤ ਸ਼ਹੀਦੀ ਸਮੇਂ ਉਹਨਾਂ ਦੀ ਜੇਬ ਵਿੱਚੋਂ ਮਿਲਿਆ ਪੱਤਰ ਹੈ, ਜਿਸ ਵਿੱਚ ਉਹਨਾਂ ਨੇ ਆਪਣੀ ਸ਼ਹੀਦੀ ਤੋਂ ਪਹਿਲਾਂ ਆਪਣੀ ਸੋਚ ਦਾ ਪ੍ਰਗਟਾਵਾ ਕੀਤਾ ਸੀ। ਜਿੱਥੇ ਮੈਦਾਨੇ ਜੰਗ ਦੇ ਸੁਨਹਿਰੀ ਪੰਨੇ ਲਿਖਦਿਆਂ ਹੋਏ ਮਿਤੀ 11.7.93 ਨੂੰ 'ਸੂਰਾ ਸੋ ਪਹਿਚਾਨੀਐ, ਜੋ ਲਰੈ ਦੀਨ ਕੇ ਹੇਤ ਪੁਰਜਾ ਪੁਰਜਾ ਕਟ ਮਰੈ, ਕਬਹੂ ਨਾ ਛਾਡੈ ਖੇਤ': [393, 151, 548, 377]
column-5: [733, 150, 963, 1485]
column-2: [223, 150, 378, 1673]
paragraph: ਖਾਲਿਸਤਾਨ ਕਮਾਂਡੋ ਫੋਰਸ ਵਿਦੇਸ਼ਾਂ ਵਿੱਚ ਰਹਿ ਰਹੀਆਂ ਸਿੱਖ ਸੰਗਤਾਂ ਦਾ ਤਹਿ ਦਿਲੋਂ ਧੰਨਵਾਦ ਕਰਦੀ ਹੈ ਕਿ ਤੁਸੀਂ ਸਿੱਖ ਸੰਘਰਸ਼ ਵਿੱਚ ਵੱਧ ਚੜ੍ਹਕੇ ਹਿੱਸਾ ਪਾ ਰਹੇ ਹੋ। ਅਸੀਂ ਧੰਨਵਾਦੀ ਹਾਂ ਉਹਨਾਂ ਮਾਵਾਂ ਦੇ ਜਿੰਨਾਂ ਨੇ ਵਿਦੇਸ਼ਾਂ ਵਿੱਚ ਰਹਿੰਦਿਆਂ ਹੋਇਆਂ ਵੀ ਪੰਜਾਬ ਦੀ ਧਰਤੀ ਨਾਲੋਂ ਮੋਹ ਨਹੀਂ ਤੋੜਿਆ ਸਗੋਂ ਆਪਣੇ ਪੁੱਤਰਾਂ ਨੂੰ ਸਿੱਖ ਸੰਘਰਸ਼ ਲਈ ਕੁਰਬਾਨੀ ਕਮਾਉਣ ਲਈ ਕੁਰਬਾਨੀ ਦੇਣ ਤੋਰਿਆ। ਅਸੀਂ ਹਾਰਦਿਕ ਧੰਨਵਾਦੀ ਹਾਂ ਉਹਨਾਂ ਭੈਣਾਂ ਦੇ ਜਿਨਾਂ ਨੇ ਆਪਣੇ ਲਾਡਲੇ ਵੀਰਾਂ ਨੂੰ ਲਾੜੀ ਮੌਤ ਵਰਨ ਲਈ ਪੰਥੀ ਗਾਨੇ ਬੰਨ ਬੰਨ ਕੇ ਤੋਰਿਆ ਹੈ। ਅਸੀਂ ਤਹਿ ਦਿਲੋਂ ਸ਼ੁਕਰ ਗੁਜ਼ਾਰ ਹਾਂ ਉਹਨਾਂ ਸਿੱਖ ਪ੍ਰੀਵਾਰਾਂ ਦੇ ਜਿਹੜੇ ਖਾਲਿਸਤਾਨ ਦੀ ਧਰਤੀ ਤੋਂ ਹਜ਼ਾਰਾਂ ਮੀਲ ਦੂਰ ਬੈਠੇ ਹੋਏ ਵੀ ਵਧ ਚੜ੍ਹ ਕੇ ਸੰਘਰਸ਼ ਵਿੱਚ ਹਿੱਸਾ ਪਾ ਰਹੇ ਹਨ। ਜਿਸ ਤਰ੍ਹਾਂ ਕਿ ਭਾਈ ਸੁਖਬੀਰ ਸਿੰਘ ਥਾਂਦੇ ਨੇ ਸਮੇਂ ਦੀ ਨਜ਼ਾਕਤ ਪਛਾਣਦੇ ਹੋਏ:: [563, 772, 718, 1157]
punch-hole: [12, 1060, 30, 1078]
paragraph: 'ਜੋ ਉਪ ਜਿਓ ਸੋ ਬਿਨਸ ਹੈ, ਪਰੋ ਆਜ ਕੈ ਕਾਲ੍ਹ': [77, 722, 207, 754]
paragraph: ਇਸ ਸਮੇਂ ਖਾਲਿਸਤਾਨ ਕਮਾਂਡੋ ਫੋਰਸ ਦੇ ਚੀਫ ਜਨਰਲ ਭਾਈ ਪਰਮਜੀਤ ਸਿੰਘ ਪੰਜਵੜ ਵਲੋਂ ਸ਼ਹੀਦ ਜਨਰਲ ਭਾਈਲਾਭ ਸਿੰਘ ਅਤੇ ਭਾਈ ਥਾਂਦੇ ਦੀ ਸ਼ਹਾਦਤ ਨੂੰ ਸ਼ਰਧਾ ਦੇ ਫੁੱਲ ਭੇਟ ਕਰਦਿਆਂ ਅਮਰੀਕਾ ਅਤੇ ਵਿਦੇਸ਼ੀ ਸੰਗਤਾਂ ਦੇ ਨਾਮ ਖਾਸ ਸੁਨੇਹਾ ਭੇਜਿਆ ਹੈ।: [57, 383, 207, 521]
column-rule: [725, 150, 726, 1485]
paper-name: 'ਵਰਲਡ ਸਿੱਖ ਨਿਊਜ਼': [439, 18, 586, 38]
paragraph: 1989, ਵਿੱਚ ਭਾਈ ਕੰਵਲਜੀਤ ਸਿੰਘ ਜੀ ਦੀ ਸ਼ਹਾਦਤ ਤੋਂ ਬਾਅਦ ਪੰਥਕ ਕਮੇਟੀ ਅਤੇ ਸਬੰਧਿਤ ਫੋਰਸ ਅਤੇ ਸਿੱਖਾਂ ਦੇ ਹੁਕਮ ਨਾਲ ਦਾਸ ਖਾਲਸਾ ਪੰਥ ਦੇ ਚਲ ਰਹੇ ਸੰਘਰਸ਼ ਵਿੱਚ ਜਥੇਬੰਦੀ ਦੇ ਮੁਖੀ ਵਜੋਂ ਸੇਵਾ ਕਰ ਰਿਹਾ ਹੈ। ਪਿਛਲੇ ਕੁਝ ਸਮੇਂ ਦੇ ਸੰਕਟ ਮਈ ਦੌਰ ਵਿੱਚ ਹੋ ਜਾਣ ਤੋਂ ਬਾਅਦ, ਹਿੰਦੂ ਸਾਮਰਾਜ ਦੇ ਪਿਠੂਆਂ ਨੇ ਸੰਘਰਸ਼ ਨੂੰ ਬਦਨਾਮ ਕਰਨ ਦਾ ਬੀੜਾ ਚੁੱਕਿਆ ਹੋਇਆ ਹੈ। ਜੋ ਟੀ. ਵੀ., ਰੇਡੀਓ, ਨੂੰ ਬਦਨਾਮ ਕਰਨ ਲਈ ਅੱਡੀ-ਚੋਟੀ ਤੱਕ ਤਾਣ ਲਾ ਰਹੇ ਹਨ। ਤੇ ਇਸ ਭੰਡੀ ਪ੍ਰਚਾਰ ਦਾ ਮੁੱਖ ਨਿਸ਼ਾਨਾ ਦਾਸ ਨੂੰ ਬਣਾਇਆ ਜਾ ਰਿਹਾ ਹੈ। ਕਿਉਂਕਿ ਦੁਸ਼ਮਣ ਹਰ ਹੀਲਾ ਵਰਤਕੇ ਵੀ ਦਾਸ ਨੂੰ ਸਰੀਰਕ ਤੌਰ ਤੇ ਖਤਮ ਨਹੀਂ ਕਰ ਸਕਿਆ। ਇਸ ਲਈ ਉਹ ਕੋਜੇ ਸਿਰਫ ਇਕੋ ਹੀ ਹਥ ਤੇ ਵੱਡਾ ਹਥਿਆਰ ਹੈ ਕਿ ਉਹ ਆਪਣੇ ਪ੍ਰਚਾਰ ਸਾਧਨਾਂ ਭਾਰਤ ਸਰਕਾਰ ਦਾ ਸਾਰਾ ਮੀਡੀਆ ਸੰਘਰਸ਼ ਨੂੰ ਬਦਨਾਮ ਕਰਨ ਤੇ ਜ਼ੋਰ ਲਾ ਰਿਹਾ ਹੈ। ਪਤਾ ਨਹੀਂ ਕਿਉਂ ਦੁਸ਼ਮਣ ਦਾ ਇਹ ਭੰਡੀ ਪ੍ਰਚਾਰ ਉਸ ਨੂੰ ਕੀ ਦੇਵੇਗਾ? ਪਤਾ ਨਹੀਂ ਉਹ ਸਿੱਖ ਕੌਮ ਦੇ ਮਨਾਂ ਉਪਰ ਇਸ ਤਰ੍ਹਾਂ ਕੀ ਪ੍ਰਭਾਵ ਪਾਉਣਾ ਚਾਹੁੰਦਾ ਹੈ। ਕਾਮਰੇਡਾਂ ਤੇ ਪਖੰਡੀਆਂ ਨੇ ਬੇਹੱਦ ਰੌਲਾ ਪਾਇਆ। ਪੰਥ ਦੇ ਗ਼ੱਦਾਰਾਂ ਨੂੰ ਜਿੱਤ ਮਿਲੇਗੀ। ਪਰ ਉਹਨਾਂ ਦਾ ਇਹ ਭਰਮ ਭੁਲੇਖਾ ਹੀ ਰਹੇਗਾ। ਸ਼ਹੀਦ ਭਾਈ ਲਾਭ ਸਿੰਘ ਨੇ ਇਸ ਸਭ ਕੁਝ ਨੂੰ ਸੰਘਰਸ਼ ਦੇ ਨਾਲ ਲਿਆ ਅਤੇ ਇਹ ਪਰਮਜੀਤ ਸਿੰਘ ਪੰਜਵੜ ਨੂੰ ਸਗੋਂ ਪੂਰੀ ਸਿੱਖ ਕੌਮ ਤੇ ਸੰਘਰਸ਼ ਨੂੰ ਬਾਹਰ ਲਗਾ ਰਹੀ ਹੈ। ਬ੍ਰਾਹਮਣਵਾਦੀ ਭਾਰਤੀ ਸਰਕਾਰ ਦੇ ਟਾਊਟ ਕੇ. ਪੀ. ਗਿੱਲ ਅਤੇ ਬੇਅੰਤ ਆਪਣੀ ਟੋਹਰ ਲਈ ਜਿੰਨੇ ਦਿਹਾੜੇ ਇਹ ਦਮਗਜੇ ਮਾਰਦੇ ਹਨ ਕਿ ਖਾਲਿਸਤਾਨ ਦਾ ਸੰਘਰਸ਼ ਪੰਜਾਬ ਦੀ ਧਰਤੀ ਤੋਂ ਖਤਮ ਕਰ ਦਿੱਤਾ: [393, 1021, 548, 1739]
column-1: [57, 150, 207, 1656]
column-rule: [385, 150, 386, 1485]
